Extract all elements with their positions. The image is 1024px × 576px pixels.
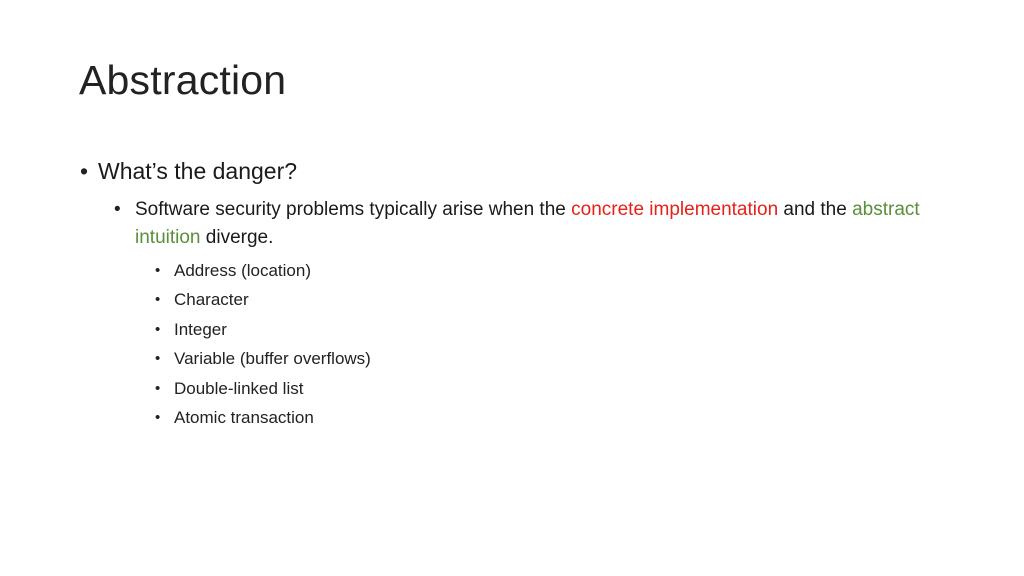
bullet-dot-icon: • xyxy=(114,199,121,220)
bullet-dot-icon: • xyxy=(155,262,161,279)
list-item-label: Integer xyxy=(174,319,227,339)
list-item-label: Atomic transaction xyxy=(174,408,314,428)
slide-title: Abstraction xyxy=(79,57,287,103)
bullet-level2 xyxy=(114,196,944,252)
text-segment: Software security problems typically arise when the xyxy=(135,199,572,220)
list-item xyxy=(155,315,371,344)
bullet-dot-icon: • xyxy=(155,320,161,338)
bullet-level1-text: What’s the danger? xyxy=(98,158,298,184)
bullet-dot-icon: • xyxy=(80,158,89,184)
list-item xyxy=(155,374,371,403)
list-item xyxy=(155,403,371,432)
list-item xyxy=(155,256,371,285)
list-item xyxy=(155,344,371,373)
bullet-level1 xyxy=(80,157,297,186)
list-item-label: Address (location) xyxy=(174,261,312,280)
highlight-concrete-implementation: concrete implementation xyxy=(571,199,779,220)
bullet-dot-icon: • xyxy=(155,350,161,368)
highlight-abstract-intuition: abstract intuition xyxy=(135,199,920,248)
list-item-label: Character xyxy=(174,290,249,310)
bullet-level2-text xyxy=(135,196,944,252)
bullet-level3-list xyxy=(155,256,371,432)
list-item-label: Variable (buffer overflows) xyxy=(174,349,371,369)
list-item-label: Double-linked list xyxy=(174,378,304,398)
bullet-dot-icon: • xyxy=(155,379,161,397)
bullet-dot-icon: • xyxy=(155,409,161,427)
bullet-dot-icon: • xyxy=(155,291,161,309)
text-segment: diverge. xyxy=(200,227,274,248)
list-item xyxy=(155,285,371,314)
text-segment: and the xyxy=(778,199,853,220)
